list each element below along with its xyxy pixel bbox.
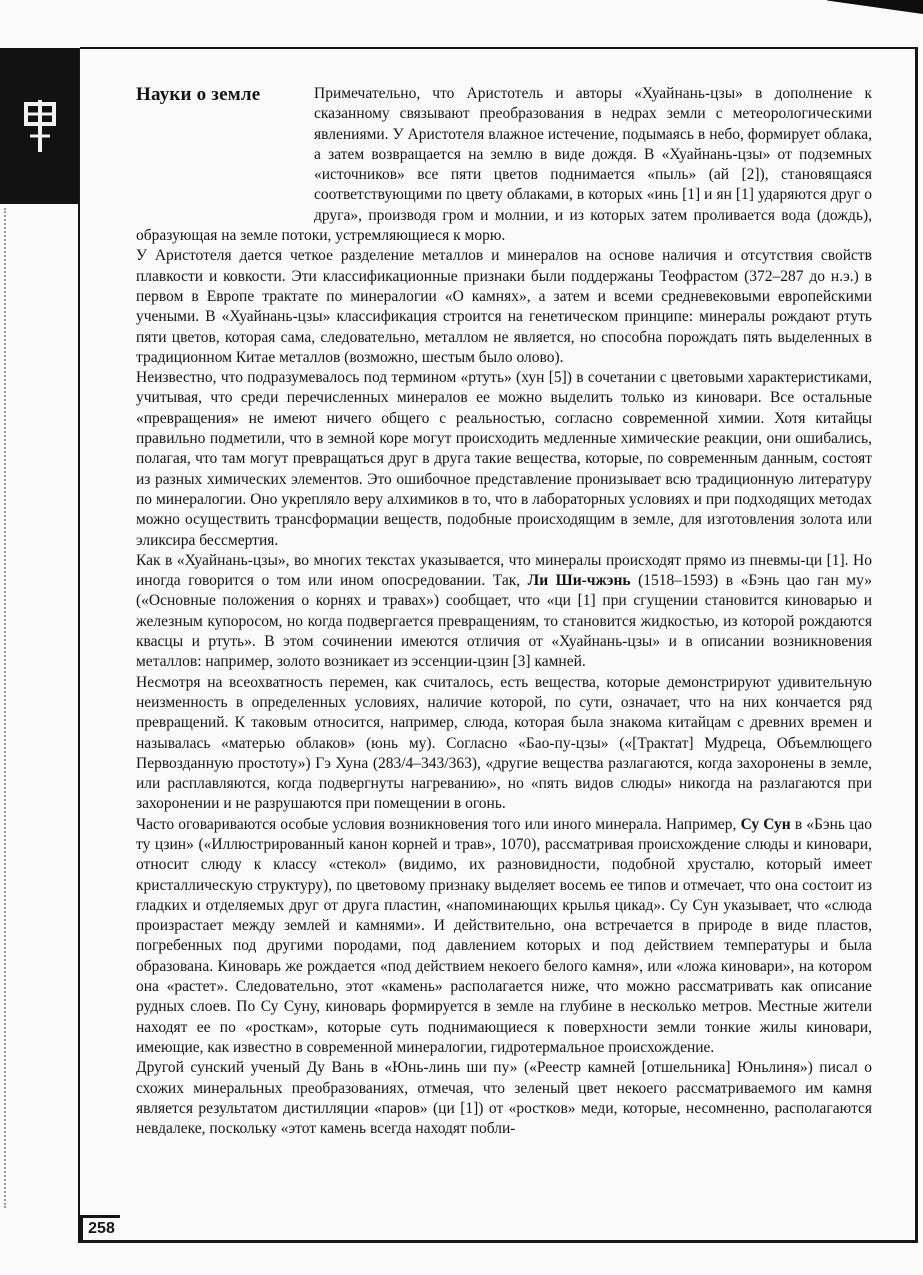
page-number: 258 xyxy=(80,1215,120,1243)
section-title: Науки о земле xyxy=(136,84,261,105)
sidebar-edge-marks xyxy=(4,208,8,1208)
heading-spacer xyxy=(136,84,314,216)
corner-decoration xyxy=(827,0,923,14)
body-text xyxy=(136,84,872,1139)
paragraph-text: в «Бэнь цао ту цзин» («Иллюстрированный канон корней и трав», 1070), рассматривая происхождение слюды и киновари, относит слюду к классу «стекол» (видимо, их разновидности, подобной хрусталю, который имеет кристаллическую структуру), по цветовому признаку выделяет восемь ее типов и отмечает, что она состоит из гладких и отделяемых друг от друга пластин, «напоминающих крылья цикад». Су Сун указывает, что «слюда произрастает между землей и камнями». И действительно, она встречается в природе в виде пластов, погребенных под другими породами, под давлением которых и под действием температуры и была образована. Киноварь же рождается «под действием некоего белого камня», или «ложа киновари», на котором она «растет». Следовательно, этот «камень» располагается ниже, что можно рассматривать как описание рудных слоев. По Су Суну, киноварь формируется в земле на глубине в несколько метров. Местные жители находят ее по «росткам», которые суть поднимающиеся к поверхности земли тонкие жилы киновари, имеющие, как известно в современной минералогии, гидротермальное происхождение. xyxy=(136,815,872,1056)
chapter-glyph-icon xyxy=(20,96,60,156)
paragraph-text: Часто оговариваются особые условия возникновения того или иного минерала. Например, xyxy=(136,815,741,833)
paragraph xyxy=(136,1058,872,1139)
paragraph-text: Примечательно, что Аристотель и авторы «Хуайнань-цзы» в дополнение к сказанному связывают преобразования в недрах земли с метеорологическими явлениями. У Аристотеля влажное истечение, подымаясь в небо, формирует облака, а затем возвращается на землю в виде дождя. В «Хуайнань-цзы» от подземных «источников» все пяти цветов поднимается «пыль» (ай [2]), становящаяся соответствующими по цвету облаками, в которых «инь [1] и ян [1] ударяются друг о друга», производя гром и молнии, и из которых затем проливается вода (дождь), образующая на земле потоки, устремляющиеся к морю. xyxy=(136,85,872,245)
paragraph xyxy=(136,815,872,1059)
chapter-sidebar xyxy=(0,48,80,1243)
paragraph-text: Другой сунский ученый Ду Вань в «Юнь-линь ши пу» («Реестр камней [отшельника] Юньлиня») писал о схожих минеральных преобразованиях, отмечая, что зеленый цвет некоего рассматриваемого им камня является результатом дистилляции «паров» (ци [1]) от «ростков» меди, которые, несомненно, располагаются невдалеке, поскольку «этот камень всегда находят побли- xyxy=(136,1059,872,1138)
chapter-tab xyxy=(0,48,78,204)
author-name: Ли Ши-чжэнь xyxy=(527,572,631,590)
paragraph-text: У Аристотеля дается четкое разделение металлов и минералов на основе наличия и отсутствия свойств плавкости и ковкости. Эти классификационные признаки были поддержаны Теофрастом (372–287 до н.э.) в первом в Европе трактате по минералогии «О камнях», а затем и всеми средневековыми европейскими учеными. В «Хуайнань-цзы» классификация строится на генетическом принципе: минералы рождают ртуть пяти цветов, которая сама, следовательно, металлом не является, но способна порождать пять выделенных в традиционном Китае металлов (возможно, шестым было олово). xyxy=(136,247,872,366)
paragraph-text: Как в «Хуайнань-цзы», во многих текстах указывается, что минералы происходят прямо из пневмы-ци [1]. Но иногда говорится о том или ином опосредовании. Так, xyxy=(136,551,872,590)
paragraph xyxy=(136,673,872,815)
paragraph xyxy=(136,368,872,551)
paragraph-text: Неизвестно, что подразумевалось под термином «ртуть» (хун [5]) в сочетании с цветовыми характеристиками, учитывая, что среди перечисленных минералов ее можно выделить только из киновари. Все остальные «превращения» не имеют ничего общего с реальностью, согласно современной химии. Хотя китайцы правильно подметили, что в земной коре могут происходить медленные химические реакции, они ошибались, полагая, что там могут превращаться друг в друга такие вещества, которые, по современным данным, состоят из разных химических элементов. Это ошибочное представление пронизывает всю традиционную литературу по минералогии. Оно укрепляло веру алхимиков в то, что в лабораторных условиях и при подходящих методах можно осуществить трансформации веществ, подобные происходящим в земле, для изготовления золота или эликсира бессмертия. xyxy=(136,369,872,549)
paragraph-text: Несмотря на всеохватность перемен, как считалось, есть вещества, которые демонстрируют удивительную неизменность в определенных условиях, наличие которой, по сути, означает, что на них кончается ряд превращений. К таковым относится, например, слюда, которая была знакома китайцам с древних времен и называлась «матерью облаков» (юнь му). Согласно «Бао-пу-цзы» («[Трактат] Мудреца, Объемлющего Первозданную простоту») Гэ Хуна (283/4–343/363), «другие вещества разлагаются, когда захоронены в земле, или расплавляются, когда подвергнуты нагреванию», но «пять видов слюды» никогда на разлагаются при захоронении и не разрушаются при помещении в огонь. xyxy=(136,673,872,813)
paragraph-text: (1518–1593) в «Бэнь цао ган му» («Основные положения о корнях и травах») сообщает, что «ци [1] при сгущении становится киноварью и железным купоросом, но когда подвергается превращениям, то становится жидкостью, из которой рождаются квасцы и ртуть». В этом сочинении имеются отличия от «Хуайнань-цзы» и в описании возникновения металлов: например, золото возникает из эссенции-цзин [3] камней. xyxy=(136,572,872,671)
paragraph xyxy=(136,246,872,368)
author-name: Су Сун xyxy=(740,815,791,833)
paragraph xyxy=(136,551,872,673)
